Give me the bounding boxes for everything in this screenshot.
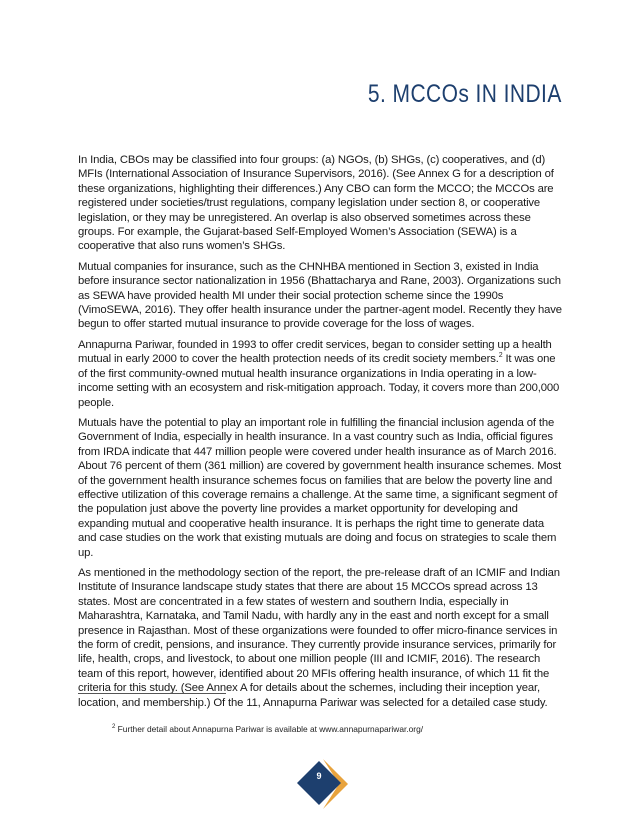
paragraph-methodology: As mentioned in the methodology section of the report, the pre-release draft of an ICMIF and Indian Institute of Insurance landscape study states that there are about 15 MCCOs spread across 13 states. Most are concentrated in a few states of western and southern India, especially in Maharashtra, Karnataka, and Tamil Nadu, with hardly any in the east and north except for a small presence in Rajasthan. Most of these organizations were founded to offer micro-finance services in the form of credit, pensions, and insurance. They currently provide insurance services, primarily for life, health, crops, and livestock, to about one million people (III and ICMIF, 2016). The research team of this report, however, identified about 20 MFIs offering health insurance, of which 11 fit the criteria for this study. (See Annex A for details about the schemes, including their inception year, location, and membership.) Of the 11, Annapurna Pariwar was selected for a detailed case study. bbox=[78, 566, 560, 709]
paragraph-annapurna-text-before: Annapurna Pariwar, founded in 1993 to offer credit services, began to consider setting up a health mutual in early 2000 to cover the health protection needs of its credit society members. bbox=[78, 338, 552, 366]
section-heading: 5. MCCOs IN INDIA bbox=[368, 80, 562, 108]
page-number: 9 bbox=[316, 771, 322, 781]
footnote-reference[interactable]: 2 bbox=[498, 352, 503, 360]
body-text bbox=[78, 153, 563, 716]
page-number-badge bbox=[296, 757, 350, 811]
footnote-divider bbox=[78, 693, 226, 694]
paragraph-cbo-groups: In India, CBOs may be classified into four groups: (a) NGOs, (b) SHGs, (c) cooperatives, and (d) MFIs (International Association of Insurance Supervisors, 2016). (See Annex G for a description of these organizations, highlighting their differences.) Any CBO can form the MCCO; the MCCOs are registered under societies/trust regulations, company legislation under section 8, or cooperative legislation, or they may be unregistered. An overlap is also observed sometimes across these groups. For example, the Gujarat-based Self-Employed Women’s Association (SEWA) is a cooperative that also runs women’s SHGs. bbox=[78, 154, 554, 253]
paragraph-annapurna-pariwar bbox=[78, 338, 563, 410]
paragraph-annapurna-text-after: It was one of the first community-owned mutual health insurance organizations in India operating in a low-income setting with an ecosystem and risk-mitigation approach. Today, it covers more than 200,000 people. bbox=[78, 353, 560, 409]
footnote-number: 2 bbox=[112, 724, 116, 731]
footnote-text: Further detail about Annapurna Pariwar is available at www.annapurnapariwar.org/ bbox=[115, 724, 424, 734]
paragraph-mutuals-potential: Mutuals have the potential to play an important role in fulfilling the financial inclusion agenda of the Government of India, especially in health insurance. In a vast country such as India, official figures from IRDA indicate that 447 million people were covered under health insurance as of March 2016. About 76 percent of them (361 million) are covered by government health insurance schemes. Most of the government health insurance schemes focus on families that are below the poverty line and effective utilization of this coverage remains a challenge. At the same time, a significant segment of the population just above the poverty line provides a market opportunity for developing and expanding mutual and cooperative health insurance. It is perhaps the right time to generate data and case studies on the work that existing mutuals are doing and focus on strategies to scale them up. bbox=[78, 416, 562, 559]
footnote bbox=[112, 724, 532, 734]
badge-diamond-shape bbox=[297, 761, 341, 805]
paragraph-mutual-companies: Mutual companies for insurance, such as the CHNHBA mentioned in Section 3, existed in India before insurance sector nationalization in 1956 (Bhattacharya and Rane, 2003). Organizations such as SEWA have provided health MI under their social protection scheme since the 1990s (VimoSEWA, 2016). They offer health insurance under the partner-agent model. Recently they have begun to offer started mutual insurance to provide coverage for the loss of wages. bbox=[78, 260, 562, 331]
